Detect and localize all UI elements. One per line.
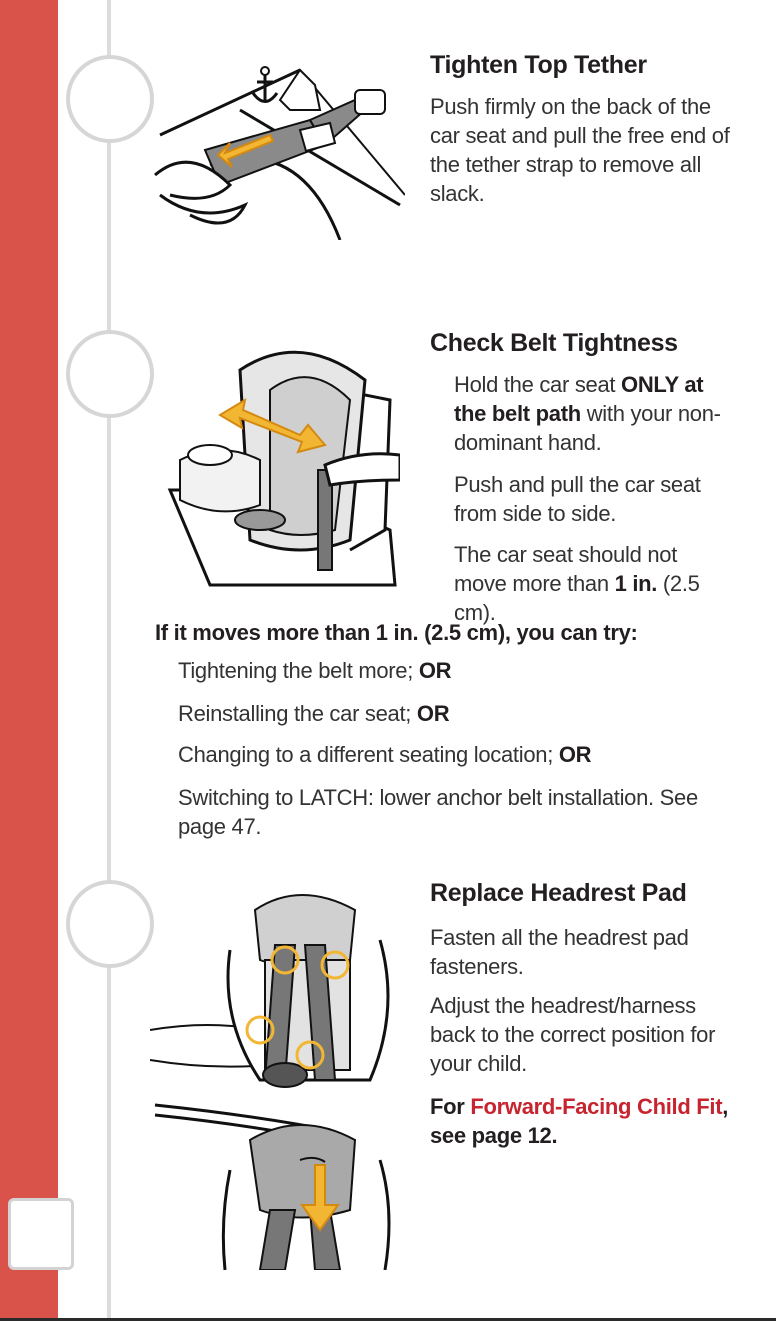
step-3-adjust-text: Adjust the headrest/harness back to the correct position for your child.: [430, 993, 716, 1076]
page-number-box: [8, 1198, 74, 1270]
tip-item: Switching to LATCH: lower anchor belt installation. See page 47.: [178, 785, 698, 839]
tips-heading: If it moves more than 1 in. (2.5 cm), you can try:: [155, 620, 638, 645]
tip-text: Changing to a different seating location;: [178, 742, 559, 767]
step-1-title: Tighten Top Tether: [430, 51, 647, 79]
step-2-title: Check Belt Tightness: [430, 329, 678, 357]
reference-suffix: , see page 12.: [430, 1094, 729, 1148]
step-2-limit-text: [454, 540, 726, 627]
belt-path-emphasis: ONLY at the belt path: [454, 372, 704, 426]
step-3-title: Replace Headrest Pad: [430, 879, 687, 907]
step-3-reference-text: [430, 1092, 730, 1150]
tip-item: [178, 699, 738, 728]
side-accent-bar: [0, 0, 58, 1318]
limit-emphasis: 1 in.: [614, 571, 658, 596]
tether-illustration: [150, 55, 405, 240]
tip-text: Reinstalling the car seat;: [178, 701, 417, 726]
step-1-circle: [66, 55, 154, 143]
limit-text-end: (2.5 cm).: [454, 571, 700, 625]
anchor-icon: [253, 67, 277, 102]
step-1-text: Push firmly on the back of the car seat and pull the free end of the tether strap to remove all slack.: [430, 94, 730, 206]
step-2-circle: [66, 330, 154, 418]
headrest-adjust-illustration: [150, 1100, 405, 1270]
step-timeline: [107, 0, 111, 1318]
tip-or: OR: [558, 742, 592, 767]
step-2-push-text: Push and pull the car seat from side to side.: [454, 472, 701, 526]
tip-or: OR: [418, 658, 452, 683]
tip-item: [178, 740, 738, 769]
forward-facing-fit-link[interactable]: Forward-Facing Child Fit: [470, 1094, 723, 1119]
tip-text: Tightening the belt more;: [178, 658, 419, 683]
step-3-fasten-text: Fasten all the headrest pad fasteners.: [430, 925, 689, 979]
bottom-rule: [0, 1318, 776, 1321]
reference-prefix: For: [430, 1094, 471, 1119]
hold-text-end: with your non-dominant hand.: [454, 401, 721, 455]
belt-tightness-illustration: [150, 330, 400, 600]
tip-or: OR: [416, 701, 450, 726]
step-2-hold-text: [454, 370, 726, 457]
headrest-pad-illustration: [150, 880, 405, 1090]
tip-item: [178, 656, 738, 685]
limit-text-start: The car seat should not move more than: [454, 542, 678, 596]
hold-text-start: Hold the car seat: [454, 372, 622, 397]
step-3-circle: [66, 880, 154, 968]
